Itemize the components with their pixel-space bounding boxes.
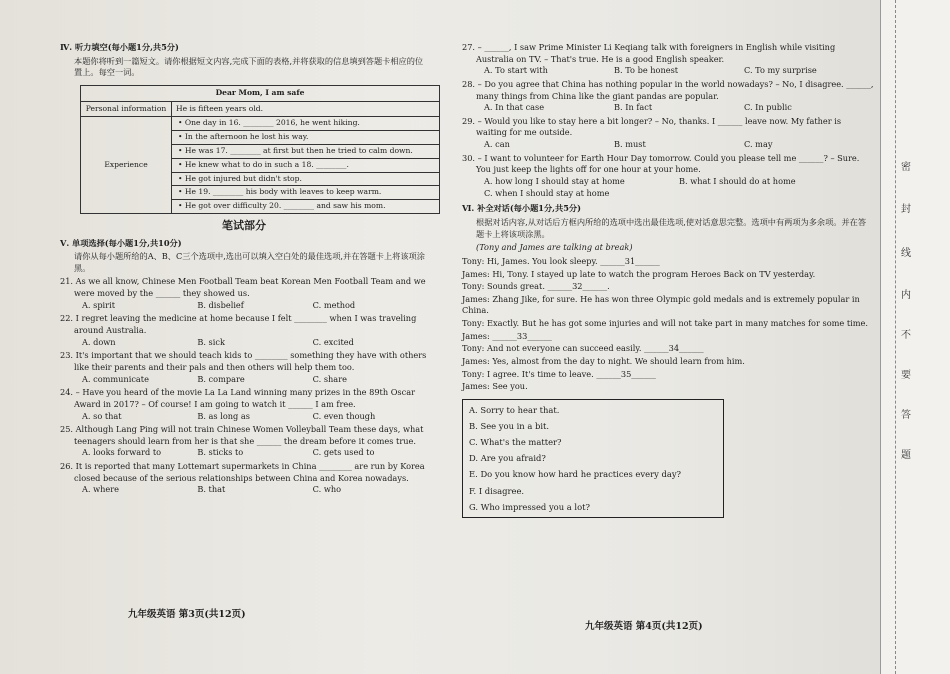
section-5-title: Ⅴ. 单项选择(每小题1分,共10分) [60,237,182,248]
question-29 [462,116,874,151]
option-b: B. To be honest [614,65,679,76]
option-a: A. In that case [484,102,545,113]
dialog-line: Tony: Hi, James. You look sleepy. ______31______ [462,255,660,266]
dialog-line: James: Hi, Tony. I stayed up late to watch the program Heroes Back on TV yesterday. [462,268,816,279]
margin-char: 内 [901,290,911,301]
question-stem: 30. – I want to volunteer for Earth Hour Day tomorrow. Could you please tell me ______? – Sure. You just keep the lights off for one hour at your home. [462,152,860,175]
option-c: C. may [744,139,773,150]
table-value-personal: He is fifteen years old. [172,101,440,117]
option-b: B. sick [197,336,225,347]
option-item: D. Are you afraid? [469,453,546,464]
question-28 [462,79,874,114]
question-27 [462,42,874,77]
dialog-line: Tony: And not everyone can succeed easily. ______34______ [462,343,704,354]
question-24 [60,387,428,422]
question-30 [462,153,874,200]
question-stem: 22. I regret leaving the medicine at home because I felt ________ when I was traveling around Australia. [60,313,417,336]
question-stem: 24. – Have you heard of the movie La La Land winning many prizes in the 89th Oscar Award in 2017? – Of course! I am going to watch it ______ I am free. [60,387,416,409]
margin-char: 要 [901,370,911,381]
dialog-line: Tony: I agree. It's time to leave. ______35______ [462,368,656,379]
section-6-title: Ⅵ. 补全对话(每小题1分,共5分) [462,203,581,214]
page-4 [462,40,874,518]
table-row: • He was 17. ________ at first but then he tried to calm down. [172,145,440,159]
question-stem: 23. It's important that we should teach kids to ________ something they have with others like their parents and their pals and then others will help them too. [60,350,427,372]
margin-char: 密 [901,162,911,173]
option-c: C. To my surprise [744,65,817,76]
option-b: B. as long as [197,410,250,421]
table-row: • In the afternoon he lost his way. [172,131,440,145]
question-25 [60,424,428,459]
seal-line [895,0,897,674]
table-row: • He got injured but didn't stop. [172,172,440,186]
section-4-intro: 本题你将听到一篇短文。请你根据短文内容,完成下面的表格,并将获取的信息填到答题卡相应的位置上。每空一词。 [74,55,424,78]
option-c: C. method [312,299,356,310]
question-21 [60,276,428,311]
option-item: F. I disagree. [469,485,525,496]
option-c: C. who [312,484,342,495]
option-item: A. Sorry to hear that. [469,404,560,415]
section-4-title: Ⅳ. 听力填空(每小题1分,共5分) [60,42,179,52]
binding-margin [880,0,950,674]
option-c: C. excited [312,336,354,347]
margin-char: 答 [901,410,911,421]
dialog-line: Tony: Exactly. But he has got some injuries and will not take part in many matches for some time. [462,318,868,329]
table-label-personal: Personal information [81,101,172,117]
option-a: A. down [82,336,116,347]
option-a: A. To start with [484,65,548,76]
option-b: B. disbelief [197,299,244,310]
question-23 [60,350,428,385]
question-26 [60,461,428,496]
option-a: A. looks forward to [82,447,162,458]
option-a: A. how long I should stay at home [484,176,625,187]
margin-char: 封 [901,204,911,215]
question-stem: 25. Although Lang Ping will not train Chinese Women Volleyball Team these days, what teenagers should learn from her is that she ______ the dream before it comes true. [60,424,424,446]
margin-char: 线 [901,248,911,259]
dialog-line: James: See you. [462,381,528,392]
option-b: B. that [197,484,226,495]
option-a: A. spirit [82,299,116,310]
listening-table [80,85,440,214]
table-row: • He knew what to do in such a 18. ________. [172,158,440,172]
section-6-intro: 根据对话内容,从对话后方框内所给的选项中选出最佳选项,使对话意思完整。选项中有两项为多余项。并在答题卡上将该项涂黑。 [476,216,867,239]
dialog-line: James: Yes, almost from the day to night. We should learn from him. [462,356,745,367]
table-row: • He got over difficulty 20. ________ and saw his mom. [172,200,440,214]
options-box [462,399,724,518]
page-4-footer: 九年级英语 第4页(共12页) [585,621,703,632]
question-stem: 26. It is reported that many Lottemart supermarkets in China ________ are run by Korea closed because of the serious relationships between China and Korea nowadays. [60,461,425,483]
option-item: B. See you in a bit. [469,421,550,432]
option-b: B. sticks to [197,447,244,458]
dialog-line: Tony: Sounds great. ______32______. [462,281,610,292]
option-a: A. can [484,139,510,150]
option-c: C. when I should stay at home [484,187,610,198]
option-b: B. In fact [614,102,653,113]
option-b: B. must [614,139,646,150]
table-header: Dear Mom, I am safe [81,85,440,101]
option-c: C. gets used to [312,447,375,458]
margin-char: 题 [901,450,911,461]
question-stem: 29. – Would you like to stay here a bit longer? – No, thanks. I ______ leave now. My father is waiting for me outside. [462,115,842,138]
page-3 [60,40,428,496]
option-item: G. Who impressed you a lot? [469,501,590,512]
dialog-line: James: Zhang Jike, for sure. He has won three Olympic gold medals and is extremely popular in China. [462,293,860,316]
option-a: A. where [82,484,120,495]
table-row: • He 19. ________ his body with leaves to keep warm. [172,186,440,200]
written-part-title: 笔试部分 [222,218,266,232]
option-c: C. even though [312,410,376,421]
option-item: E. Do you know how hard he practices every day? [469,469,682,480]
option-a: A. communicate [82,373,149,384]
section-5-intro: 请你从每小题所给的A、B、C三个选项中,选出可以填入空白处的最佳选项,并在答题卡上将该项涂黑。 [74,251,425,273]
option-c: C. share [312,373,347,384]
page-3-footer: 九年级英语 第3页(共12页) [128,609,246,620]
dialog-note: (Tony and James are talking at break) [476,242,633,253]
table-label-experience: Experience [81,117,172,213]
option-a: A. so that [82,410,122,421]
table-row: • One day in 16. ________ 2016, he went hiking. [172,117,440,131]
question-22 [60,313,428,348]
option-b: B. what I should do at home [679,176,796,187]
option-item: C. What's the matter? [469,437,562,448]
margin-char: 不 [901,330,911,341]
question-stem: 28. – Do you agree that China has nothing popular in the world nowadays? – No, I disagree. ______, many things from China like the giant pandas are popular. [462,78,874,101]
option-b: B. compare [197,373,245,384]
question-stem: 21. As we all know, Chinese Men Football Team beat Korean Men Football Team and we were moved by the ______ they showed us. [60,276,426,299]
option-c: C. In public [744,102,792,113]
dialog-line: James: ______33______ [462,330,552,341]
question-stem: 27. – ______, I saw Prime Minister Li Keqiang talk with foreigners in English while visiting Australia on TV. – That's true. He is a good English speaker. [462,42,836,64]
